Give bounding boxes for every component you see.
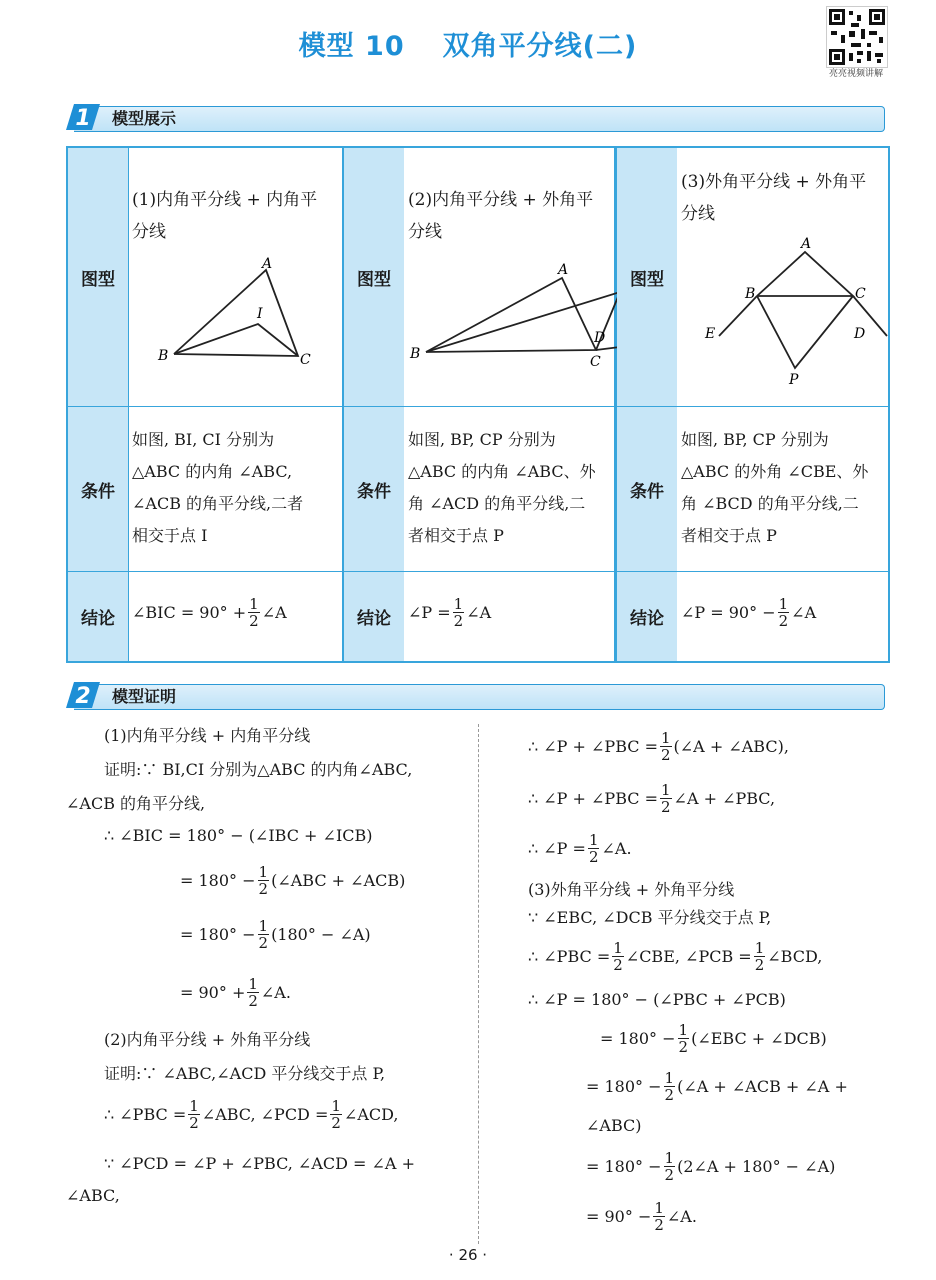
svg-text:B: B (745, 286, 756, 302)
proof-1-line: ∠ACB 的角平分线, (66, 794, 206, 813)
figure-label-d (584, 324, 614, 354)
badge-number: 2 (75, 684, 91, 709)
conclusion-formula: ∠P = $\frac{1}{2}$ ∠A (408, 595, 492, 630)
conclusion-formula: ∠BIC = 90° + $\frac{1}{2}$ ∠A (132, 595, 287, 630)
proof-3-line: = 180° − $\frac{1}{2}$ (2∠A + 180° − ∠A) (586, 1149, 836, 1184)
svg-text:D: D (594, 330, 606, 346)
proof-3-line: ∵ ∠EBC, ∠DCB 平分线交于点 P, (528, 908, 772, 927)
proof-1-line: 证明:∵ BI,CI 分别为△ABC 的内角∠ABC, (104, 760, 413, 779)
row-label-condition: 条件 (344, 407, 404, 571)
proof-2-line: ∠ABC, (66, 1186, 120, 1205)
row-label-figure: 图型 (344, 148, 404, 406)
model-number: 模型 10 (298, 31, 405, 62)
proof-2-line: ∵ ∠PCD = ∠P + ∠PBC, ∠ACD = ∠A + (104, 1154, 415, 1173)
model-table (66, 146, 890, 663)
section-label: 模型证明 (112, 687, 177, 706)
proof-2-line: 证明:∵ ∠ABC,∠ACD 平分线交于点 P, (104, 1064, 386, 1083)
proof-1-line: = 90° + $\frac{1}{2}$ ∠A. (180, 975, 291, 1010)
proof-2-cont-line: ∴ ∠P + ∠PBC = $\frac{1}{2}$ ∠A + ∠PBC, (528, 781, 776, 816)
svg-text:I: I (257, 306, 263, 322)
column-divider (478, 724, 479, 1244)
proof-3-line: ∠ABC) (586, 1116, 642, 1135)
svg-text:C: C (855, 286, 866, 302)
badge-number: 1 (75, 106, 91, 131)
model-title: 双角平分线(二) (442, 31, 638, 62)
svg-text:C: C (590, 354, 601, 370)
section-header-display (74, 106, 885, 132)
proof-3-title: (3)外角平分线 + 外角平分线 (528, 880, 735, 899)
table-column-3 (617, 148, 888, 661)
svg-text:A: A (801, 236, 812, 252)
proof-3-line: = 180° − $\frac{1}{2}$ (∠EBC + ∠DCB) (600, 1021, 827, 1056)
table-column-1 (68, 148, 342, 661)
svg-text:E: E (705, 326, 716, 342)
row-label-conclusion: 结论 (68, 572, 128, 661)
condition-text: 如图, BP, CP 分别为 △ABC 的内角 ∠ABC、外 角 ∠ACD 的角平分线,二 者相交于点 P (408, 430, 596, 545)
svg-text:D: D (854, 326, 866, 342)
page-title (0, 24, 936, 63)
row-label-conclusion: 结论 (344, 572, 404, 661)
proof-1-line: = 180° − $\frac{1}{2}$ (180° − ∠A) (180, 917, 371, 952)
row-label-condition: 条件 (617, 407, 677, 571)
page-number: · 26 · (448, 1246, 488, 1264)
proof-1-line: ∴ ∠BIC = 180° − (∠IBC + ∠ICB) (104, 826, 373, 845)
qr-code[interactable] (826, 6, 888, 68)
proof-3-line: = 90° − $\frac{1}{2}$ ∠A. (586, 1199, 697, 1234)
figure-title: (1)内角平分线 + 内角平 分线 (132, 190, 318, 242)
figure-label-d-3 (840, 318, 870, 348)
condition-text: 如图, BI, CI 分别为 △ABC 的内角 ∠ABC, ∠ACB 的角平分线,二者 相交于点 I (132, 430, 304, 545)
section-label: 模型展示 (112, 109, 177, 128)
svg-text:A: A (262, 256, 273, 272)
svg-text:B: B (410, 346, 421, 362)
section-badge-1 (66, 102, 100, 132)
proof-3-line: ∴ ∠PBC = $\frac{1}{2}$ ∠CBE, ∠PCB = $\frac{1}{2}$ ∠BCD, (528, 939, 823, 974)
svg-text:A: A (558, 262, 569, 278)
section-badge-2 (66, 680, 100, 710)
figure-triangle-incenter (148, 256, 328, 376)
proof-3-line: ∴ ∠P = 180° − (∠PBC + ∠PCB) (528, 990, 786, 1009)
svg-text:B: B (158, 348, 169, 364)
proof-2-title: (2)内角平分线 + 外角平分线 (104, 1030, 311, 1049)
row-label-figure: 图型 (617, 148, 677, 406)
proof-1-line: = 180° − $\frac{1}{2}$ (∠ABC + ∠ACB) (180, 863, 406, 898)
figure-title: (2)内角平分线 + 外角平 分线 (408, 190, 594, 242)
proof-2-line: ∴ ∠PBC = $\frac{1}{2}$ ∠ABC, ∠PCD = $\frac{1}{2}$ ∠ACD, (104, 1097, 399, 1132)
row-label-figure: 图型 (68, 148, 128, 406)
svg-text:P: P (789, 372, 799, 388)
section-header-proof (74, 684, 885, 710)
proof-2-cont-line: ∴ ∠P + ∠PBC = $\frac{1}{2}$ (∠A + ∠ABC), (528, 729, 789, 764)
figure-title: (3)外角平分线 + 外角平 分线 (681, 172, 867, 224)
proof-1-title: (1)内角平分线 + 内角平分线 (104, 726, 311, 745)
qr-caption: 亮亮视频讲解 (828, 69, 883, 79)
conclusion-formula: ∠P = 90° − $\frac{1}{2}$ ∠A (681, 595, 817, 630)
row-label-conclusion: 结论 (617, 572, 677, 661)
row-label-condition: 条件 (68, 407, 128, 571)
svg-text:C: C (300, 352, 311, 368)
table-column-2 (344, 148, 614, 661)
figure-triangle-excenter (695, 236, 885, 386)
proof-2-cont-line: ∴ ∠P = $\frac{1}{2}$ ∠A. (528, 831, 632, 866)
figure-triangle-inner-outer (406, 258, 614, 368)
condition-text: 如图, BP, CP 分别为 △ABC 的外角 ∠CBE、外 角 ∠BCD 的角平分线,二 者相交于点 P (681, 430, 869, 545)
proof-3-line: = 180° − $\frac{1}{2}$ (∠A + ∠ACB + ∠A + (586, 1069, 848, 1104)
